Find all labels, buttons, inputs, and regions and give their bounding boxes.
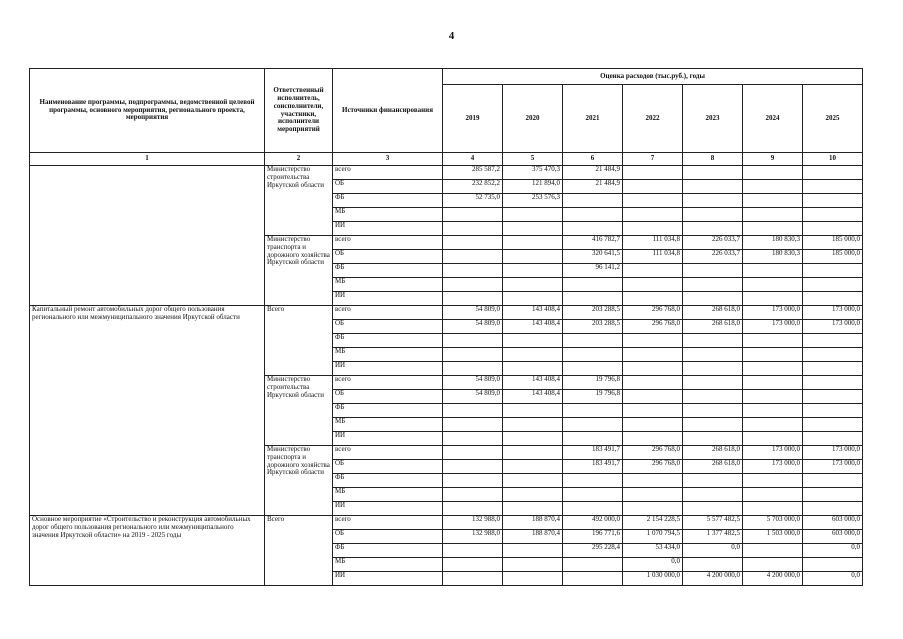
funding-source: ФБ — [333, 334, 443, 348]
amount-cell: 296 768,0 — [623, 460, 683, 474]
column-number: 2 — [265, 153, 333, 166]
amount-cell: 492 000,0 — [563, 516, 623, 530]
funding-source: ФБ — [333, 474, 443, 488]
amount-cell — [623, 208, 683, 222]
amount-cell: 296 768,0 — [623, 306, 683, 320]
amount-cell — [743, 404, 803, 418]
amount-cell — [623, 292, 683, 306]
amount-cell — [683, 348, 743, 362]
amount-cell — [803, 180, 863, 194]
column-number: 10 — [803, 153, 863, 166]
amount-cell — [563, 222, 623, 236]
amount-cell: 0,0 — [683, 544, 743, 558]
amount-cell — [743, 544, 803, 558]
amount-cell — [563, 194, 623, 208]
amount-cell: 185 000,0 — [803, 236, 863, 250]
amount-cell — [743, 334, 803, 348]
amount-cell — [503, 488, 563, 502]
amount-cell — [563, 572, 623, 586]
amount-cell — [803, 208, 863, 222]
amount-cell — [443, 418, 503, 432]
amount-cell — [443, 348, 503, 362]
header-year: 2023 — [683, 85, 743, 153]
amount-cell — [623, 166, 683, 180]
amount-cell — [563, 348, 623, 362]
amount-cell — [503, 474, 563, 488]
amount-cell: 185 000,0 — [803, 250, 863, 264]
amount-cell — [803, 362, 863, 376]
amount-cell — [503, 348, 563, 362]
funding-source: МБ — [333, 418, 443, 432]
amount-cell — [563, 488, 623, 502]
amount-cell: 180 830,3 — [743, 236, 803, 250]
amount-cell — [743, 432, 803, 446]
amount-cell — [743, 558, 803, 572]
amount-cell — [683, 264, 743, 278]
funding-source: МБ — [333, 488, 443, 502]
amount-cell — [443, 222, 503, 236]
executor-name: Министерство строительства Иркутской области — [265, 376, 333, 446]
budget-table — [29, 68, 863, 586]
amount-cell: 295 228,4 — [563, 544, 623, 558]
amount-cell: 173 000,0 — [803, 446, 863, 460]
amount-cell: 183 491,7 — [563, 460, 623, 474]
amount-cell: 111 034,8 — [623, 236, 683, 250]
amount-cell: 603 000,0 — [803, 516, 863, 530]
amount-cell — [623, 502, 683, 516]
amount-cell — [623, 390, 683, 404]
header-estimate: Оценка расходов (тыс.руб.), годы — [443, 69, 863, 85]
amount-cell: 21 484,9 — [563, 180, 623, 194]
program-name: Капитальный ремонт автомобильных дорог общего пользования регионального или межмуниципального значения Иркутской области — [30, 306, 265, 516]
amount-cell — [743, 194, 803, 208]
amount-cell — [623, 334, 683, 348]
amount-cell — [503, 222, 563, 236]
funding-source: всего — [333, 166, 443, 180]
amount-cell — [803, 418, 863, 432]
amount-cell — [683, 334, 743, 348]
amount-cell: 143 408,4 — [503, 390, 563, 404]
header-executor: Ответственный исполнитель, соисполнители, участники, исполнители мероприятий — [265, 69, 333, 153]
amount-cell — [623, 432, 683, 446]
amount-cell — [803, 432, 863, 446]
amount-cell — [743, 488, 803, 502]
amount-cell: 173 000,0 — [743, 460, 803, 474]
funding-source: ОБ — [333, 180, 443, 194]
column-number: 1 — [30, 153, 265, 166]
funding-source: ОБ — [333, 460, 443, 474]
table-row — [30, 166, 863, 180]
amount-cell — [503, 292, 563, 306]
amount-cell — [443, 334, 503, 348]
amount-cell — [623, 488, 683, 502]
amount-cell — [623, 474, 683, 488]
column-number: 5 — [503, 153, 563, 166]
amount-cell — [443, 250, 503, 264]
amount-cell — [803, 376, 863, 390]
amount-cell — [623, 222, 683, 236]
funding-source: ФБ — [333, 194, 443, 208]
amount-cell — [503, 544, 563, 558]
column-number: 8 — [683, 153, 743, 166]
amount-cell — [623, 180, 683, 194]
amount-cell — [623, 264, 683, 278]
amount-cell — [803, 292, 863, 306]
funding-source: всего — [333, 376, 443, 390]
table-body — [30, 166, 863, 586]
amount-cell: 173 000,0 — [743, 320, 803, 334]
amount-cell — [683, 488, 743, 502]
amount-cell: 1 503 000,0 — [743, 530, 803, 544]
amount-cell — [683, 432, 743, 446]
header-year: 2024 — [743, 85, 803, 153]
header-year: 2021 — [563, 85, 623, 153]
amount-cell — [743, 292, 803, 306]
header-source: Источники финансирования — [333, 69, 443, 153]
funding-source: ИИ — [333, 222, 443, 236]
amount-cell: 226 033,7 — [683, 250, 743, 264]
amount-cell — [683, 208, 743, 222]
amount-cell — [623, 376, 683, 390]
amount-cell — [623, 418, 683, 432]
amount-cell: 143 408,4 — [503, 306, 563, 320]
amount-cell: 173 000,0 — [803, 306, 863, 320]
amount-cell — [803, 278, 863, 292]
program-name: Основное мероприятие «Строительство и реконструкция автомобильных дорог общего пользования регионального или межмуниципального значения Иркутской области» на 2019 - 2025 годы — [30, 516, 265, 586]
amount-cell: 4 200 000,0 — [743, 572, 803, 586]
executor-name: Министерство транспорта и дорожного хозяйства Иркутской области — [265, 236, 333, 306]
amount-cell — [503, 208, 563, 222]
amount-cell — [803, 194, 863, 208]
amount-cell: 1 377 482,5 — [683, 530, 743, 544]
amount-cell — [443, 362, 503, 376]
amount-cell — [743, 222, 803, 236]
amount-cell — [803, 334, 863, 348]
amount-cell: 54 809,0 — [443, 306, 503, 320]
funding-source: ИИ — [333, 362, 443, 376]
amount-cell — [623, 404, 683, 418]
amount-cell — [563, 292, 623, 306]
funding-source: всего — [333, 236, 443, 250]
amount-cell — [743, 390, 803, 404]
amount-cell — [503, 404, 563, 418]
amount-cell — [443, 404, 503, 418]
amount-cell: 96 141,2 — [563, 264, 623, 278]
amount-cell — [743, 418, 803, 432]
funding-source: МБ — [333, 278, 443, 292]
header-year: 2022 — [623, 85, 683, 153]
amount-cell: 180 830,3 — [743, 250, 803, 264]
amount-cell — [683, 390, 743, 404]
amount-cell: 121 894,0 — [503, 180, 563, 194]
funding-source: МБ — [333, 348, 443, 362]
amount-cell — [503, 558, 563, 572]
amount-cell — [623, 362, 683, 376]
amount-cell: 603 000,0 — [803, 530, 863, 544]
amount-cell — [503, 362, 563, 376]
amount-cell — [443, 544, 503, 558]
amount-cell — [803, 474, 863, 488]
executor-name: Всего — [265, 306, 333, 376]
amount-cell: 111 034,8 — [623, 250, 683, 264]
amount-cell — [563, 278, 623, 292]
amount-cell: 416 782,7 — [563, 236, 623, 250]
amount-cell — [803, 222, 863, 236]
amount-cell — [443, 572, 503, 586]
amount-cell — [743, 474, 803, 488]
amount-cell — [443, 558, 503, 572]
amount-cell: 188 870,4 — [503, 516, 563, 530]
amount-cell — [503, 334, 563, 348]
amount-cell: 253 576,3 — [503, 194, 563, 208]
amount-cell — [443, 264, 503, 278]
amount-cell — [743, 362, 803, 376]
amount-cell: 173 000,0 — [803, 460, 863, 474]
amount-cell: 1 070 794,5 — [623, 530, 683, 544]
executor-name: Всего — [265, 516, 333, 586]
amount-cell — [503, 572, 563, 586]
amount-cell: 54 809,0 — [443, 390, 503, 404]
funding-source: ОБ — [333, 320, 443, 334]
funding-source: ОБ — [333, 390, 443, 404]
amount-cell — [563, 334, 623, 348]
column-number: 6 — [563, 153, 623, 166]
amount-cell — [683, 278, 743, 292]
amount-cell: 188 870,4 — [503, 530, 563, 544]
amount-cell — [683, 474, 743, 488]
amount-cell — [623, 278, 683, 292]
amount-cell: 203 288,5 — [563, 306, 623, 320]
amount-cell: 268 618,0 — [683, 320, 743, 334]
amount-cell — [443, 488, 503, 502]
column-number: 4 — [443, 153, 503, 166]
amount-cell — [443, 446, 503, 460]
amount-cell: 143 408,4 — [503, 376, 563, 390]
amount-cell — [443, 502, 503, 516]
amount-cell: 173 000,0 — [743, 446, 803, 460]
amount-cell — [563, 362, 623, 376]
amount-cell — [743, 264, 803, 278]
amount-cell — [503, 418, 563, 432]
amount-cell: 320 641,5 — [563, 250, 623, 264]
amount-cell — [683, 502, 743, 516]
amount-cell — [683, 362, 743, 376]
table-row — [30, 306, 863, 320]
amount-cell: 5 703 000,0 — [743, 516, 803, 530]
funding-source: ОБ — [333, 530, 443, 544]
executor-name: Министерство транспорта и дорожного хозяйства Иркутской области — [265, 446, 333, 516]
amount-cell — [743, 180, 803, 194]
funding-source: всего — [333, 306, 443, 320]
funding-source: ИИ — [333, 502, 443, 516]
amount-cell: 268 618,0 — [683, 460, 743, 474]
amount-cell — [683, 558, 743, 572]
amount-cell — [743, 376, 803, 390]
amount-cell — [503, 278, 563, 292]
page-number: 4 — [448, 30, 455, 42]
header-year: 2020 — [503, 85, 563, 153]
amount-cell — [683, 166, 743, 180]
header-year: 2019 — [443, 85, 503, 153]
amount-cell — [803, 166, 863, 180]
amount-cell — [563, 404, 623, 418]
funding-source: ИИ — [333, 432, 443, 446]
funding-source: ИИ — [333, 572, 443, 586]
amount-cell — [443, 432, 503, 446]
amount-cell — [743, 502, 803, 516]
amount-cell — [803, 348, 863, 362]
program-name — [30, 166, 265, 306]
amount-cell: 268 618,0 — [683, 446, 743, 460]
amount-cell — [803, 264, 863, 278]
executor-name: Министерство строительства Иркутской области — [265, 166, 333, 236]
amount-cell — [563, 432, 623, 446]
amount-cell — [443, 474, 503, 488]
amount-cell — [443, 460, 503, 474]
amount-cell — [623, 194, 683, 208]
amount-cell: 19 796,8 — [563, 390, 623, 404]
amount-cell — [803, 502, 863, 516]
column-number: 3 — [333, 153, 443, 166]
funding-source: МБ — [333, 208, 443, 222]
amount-cell — [683, 292, 743, 306]
amount-cell — [563, 558, 623, 572]
amount-cell — [683, 194, 743, 208]
amount-cell — [683, 180, 743, 194]
amount-cell — [683, 418, 743, 432]
amount-cell — [743, 208, 803, 222]
funding-source: ИИ — [333, 292, 443, 306]
amount-cell — [563, 208, 623, 222]
funding-source: всего — [333, 446, 443, 460]
amount-cell: 183 491,7 — [563, 446, 623, 460]
amount-cell: 0,0 — [803, 544, 863, 558]
amount-cell — [443, 208, 503, 222]
amount-cell: 268 618,0 — [683, 306, 743, 320]
amount-cell — [443, 236, 503, 250]
header-name: Наименование программы, подпрограммы, ведомственной целевой программы, основного мероприятия, регионального проекта, мероприятия — [30, 69, 265, 153]
amount-cell: 226 033,7 — [683, 236, 743, 250]
amount-cell: 296 768,0 — [623, 446, 683, 460]
amount-cell: 52 735,0 — [443, 194, 503, 208]
amount-cell — [443, 278, 503, 292]
amount-cell — [803, 488, 863, 502]
amount-cell — [563, 474, 623, 488]
column-number: 9 — [743, 153, 803, 166]
amount-cell: 53 434,0 — [623, 544, 683, 558]
funding-source: ОБ — [333, 250, 443, 264]
amount-cell: 173 000,0 — [743, 306, 803, 320]
table-row — [30, 516, 863, 530]
amount-cell — [623, 348, 683, 362]
amount-cell: 203 288,5 — [563, 320, 623, 334]
header-year: 2025 — [803, 85, 863, 153]
amount-cell: 54 809,0 — [443, 320, 503, 334]
amount-cell: 375 470,3 — [503, 166, 563, 180]
amount-cell — [503, 236, 563, 250]
amount-cell — [803, 558, 863, 572]
amount-cell: 0,0 — [623, 558, 683, 572]
amount-cell: 173 000,0 — [803, 320, 863, 334]
funding-source: всего — [333, 516, 443, 530]
amount-cell: 285 587,2 — [443, 166, 503, 180]
amount-cell — [503, 460, 563, 474]
amount-cell: 0,0 — [803, 572, 863, 586]
amount-cell: 5 577 482,5 — [683, 516, 743, 530]
amount-cell: 2 154 228,5 — [623, 516, 683, 530]
amount-cell — [503, 250, 563, 264]
amount-cell — [563, 418, 623, 432]
amount-cell: 296 768,0 — [623, 320, 683, 334]
amount-cell: 19 796,8 — [563, 376, 623, 390]
amount-cell: 4 200 000,0 — [683, 572, 743, 586]
column-number: 7 — [623, 153, 683, 166]
amount-cell: 132 988,0 — [443, 530, 503, 544]
amount-cell — [743, 166, 803, 180]
amount-cell — [683, 404, 743, 418]
amount-cell — [683, 222, 743, 236]
funding-source: ФБ — [333, 264, 443, 278]
amount-cell — [743, 278, 803, 292]
amount-cell — [503, 432, 563, 446]
amount-cell — [563, 502, 623, 516]
amount-cell — [503, 264, 563, 278]
amount-cell — [803, 390, 863, 404]
amount-cell — [503, 446, 563, 460]
amount-cell — [743, 348, 803, 362]
amount-cell: 132 988,0 — [443, 516, 503, 530]
amount-cell — [503, 502, 563, 516]
amount-cell — [803, 404, 863, 418]
funding-source: ФБ — [333, 404, 443, 418]
funding-source: ФБ — [333, 544, 443, 558]
amount-cell: 1 030 000,0 — [623, 572, 683, 586]
funding-source: МБ — [333, 558, 443, 572]
amount-cell: 196 771,6 — [563, 530, 623, 544]
amount-cell: 54 809,0 — [443, 376, 503, 390]
amount-cell: 143 408,4 — [503, 320, 563, 334]
amount-cell — [443, 292, 503, 306]
amount-cell: 232 852,2 — [443, 180, 503, 194]
amount-cell: 21 484,9 — [563, 166, 623, 180]
amount-cell — [683, 376, 743, 390]
